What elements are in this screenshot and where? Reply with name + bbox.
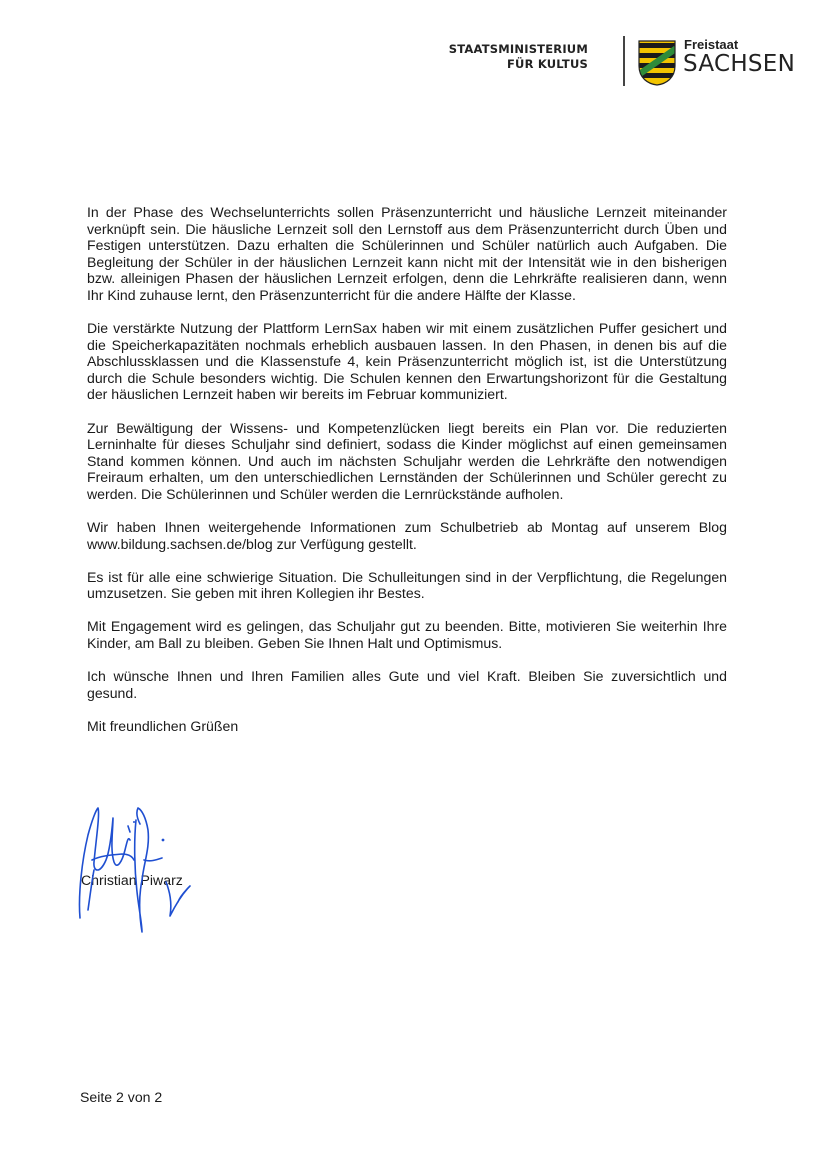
ministry-line-2: FÜR KULTUS: [507, 57, 588, 71]
paragraph-6: Mit Engagement wird es gelingen, das Schuljahr gut zu beenden. Bitte, motivieren Sie weiterhin Ihre Kinder, am Ball zu bleiben. Geben Sie Ihnen Halt und Optimismus.: [87, 618, 727, 651]
state-label-sachsen: SACHSEN: [683, 51, 796, 77]
paragraph-3: Zur Bewältigung der Wissens- und Kompetenzlücken liegt bereits ein Plan vor. Die reduzierten Lerninhalte für dieses Schuljahr sind definiert, sodass die Kinder möglichst auf einen gemeinsamen Stand kommen können. Und auch im nächsten Schuljahr werden die Lehrkräfte den notwendigen Freiraum erhalten, um den unterschiedlichen Lernständen der Schülerinnen und Schüler gerecht zu werden. Die Schülerinnen und Schüler werden die Lernrückstände aufholen.: [87, 419, 727, 502]
paragraph-7: Ich wünsche Ihnen und Ihren Familien alles Gute und viel Kraft. Bleiben Sie zuversichtlich und gesund.: [87, 668, 727, 701]
letterhead-divider: [623, 36, 625, 86]
letter-body: [87, 204, 727, 734]
closing-salutation: Mit freundlichen Grüßen: [87, 717, 239, 734]
handwritten-signature-icon: [70, 800, 210, 940]
ministry-name: [388, 42, 588, 72]
state-label-freistaat: Freistaat: [684, 37, 739, 52]
paragraph-2: Die verstärkte Nutzung der Plattform LernSax haben wir mit einem zusätzlichen Puffer gesichert und die Speicherkapazitäten nochmals erheblich ausbauen lassen. In den Phasen, in denen bis auf die Abschlussklassen und die Klassenstufe 4, kein Präsenzunterricht möglich ist, ist die Unterstützung durch die Schule besonders wichtig. Die Schulen kennen den Erwartungshorizont für die Gestaltung der häuslichen Lernzeit haben wir bereits im Februar kommuniziert.: [87, 320, 727, 403]
page-number: Seite 2 von 2: [80, 1089, 163, 1105]
ministry-line-1: STAATSMINISTERIUM: [448, 42, 588, 56]
saxony-coat-of-arms-icon: [638, 40, 676, 86]
paragraph-1: In der Phase des Wechselunterrichts sollen Präsenzunterricht und häusliche Lernzeit miteinander verknüpft sein. Die häusliche Lernzeit soll den Lernstoff aus dem Präsenzunterricht durch Üben und Festigen unterstützen. Dazu erhalten die Schülerinnen und Schüler natürlich auch Aufgaben. Die Begleitung der Schüler in der häuslichen Lernzeit kann nicht mit der Intensität wie in den bisherigen bzw. alleinigen Phasen der häuslichen Lernzeit erfolgen, denn die Lehrkräfte realisieren dann, wenn Ihr Kind zuhause lernt, den Präsenzunterricht für die andere Hälfte der Klasse.: [87, 204, 727, 303]
signer-name: Christian Piwarz: [81, 872, 183, 888]
letterhead: [448, 36, 800, 92]
paragraph-5: Es ist für alle eine schwierige Situation. Die Schulleitungen sind in der Verpflichtung, die Regelungen umzusetzen. Sie geben mit ihren Kollegien ihr Bestes.: [87, 568, 727, 602]
paragraph-4: Wir haben Ihnen weitergehende Informationen zum Schulbetrieb ab Montag auf unserem Blog www.bildung.sachsen.de/blog zur Verfügung gestellt.: [87, 519, 727, 552]
